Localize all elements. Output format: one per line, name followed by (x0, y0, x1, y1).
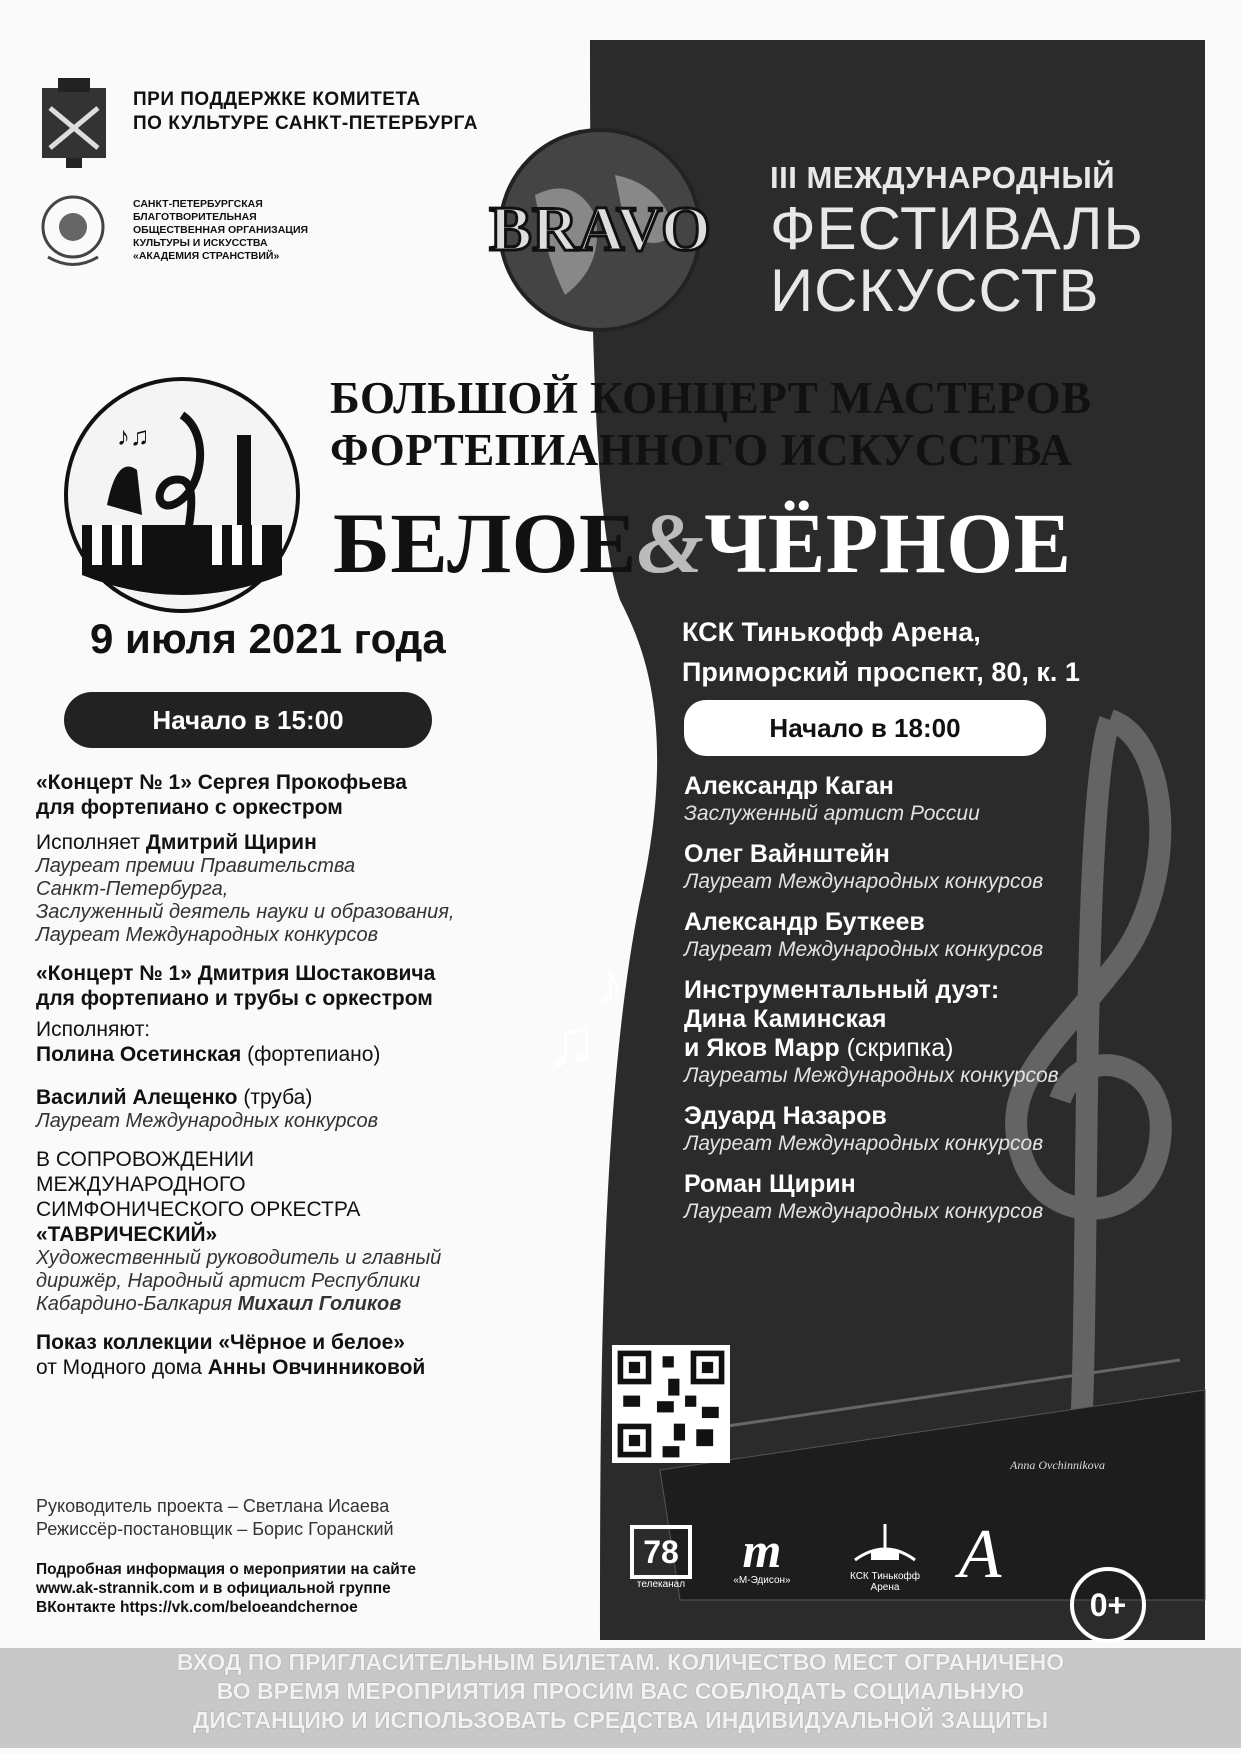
concert-line-1 (330, 372, 1092, 424)
performer-title: Лауреат Международных конкурсов (684, 1132, 1044, 1155)
performer-name: Эдуард Назаров (684, 1102, 887, 1130)
org-line: ОБЩЕСТВЕННАЯ ОРГАНИЗАЦИЯ (133, 224, 309, 236)
performer-item (684, 840, 1164, 894)
arena-icon (835, 1520, 935, 1566)
performer-item (684, 772, 1164, 826)
performer-name (684, 1034, 1164, 1063)
venue-line-2: Приморский проспект, 80, к. 1 (682, 657, 1080, 687)
sponsor-line-1: ПРИ ПОДДЕРЖКЕ КОМИТЕТА (133, 89, 421, 110)
main-title (333, 495, 1072, 591)
info-line[interactable]: ВКонтакте https://vk.com/beloeandchernoe (36, 1599, 358, 1616)
column-icon (237, 435, 251, 525)
performer-name: Дмитрий Щирин (145, 831, 317, 854)
performer-item (684, 1102, 1164, 1156)
performer-role: (фортепиано) (247, 1043, 381, 1066)
conductor-note (36, 1293, 556, 1316)
conductor-note-text: Кабардино-Балкария (36, 1293, 233, 1315)
bravo-globe-logo (445, 105, 755, 355)
partner-ksk-logo (835, 1520, 935, 1600)
concert-line-2 (330, 424, 1092, 476)
title-white: ЧЁРНОЕ (704, 495, 1072, 591)
sponsor-text (133, 88, 478, 136)
performer-trumpet (36, 1085, 556, 1110)
city-emblem-icon (36, 78, 112, 170)
performer-piano (36, 1042, 556, 1067)
svg-text:♫: ♫ (545, 1002, 598, 1080)
conductor-name: Михаил Голиков (237, 1293, 402, 1315)
orchestra-name: «ТАВРИЧЕСКИЙ» (36, 1223, 218, 1246)
performer-name: Инструментальный дуэт: (684, 976, 1000, 1004)
performer-note: Лауреат премии Правительства (36, 855, 356, 877)
performer-role: (труба) (243, 1086, 313, 1109)
performer-title: Лауреат Международных конкурсов (684, 1200, 1044, 1223)
festival-line-2: ФЕСТИВАЛЬ (770, 195, 1144, 262)
performer-note: Лауреат Международных конкурсов (36, 924, 379, 946)
venue-line-1: КСК Тинькофф Арена, (682, 617, 981, 647)
concert-1-subtitle: для фортепиано с оркестром (36, 796, 343, 819)
info-line[interactable]: www.ak-strannik.com и в официальной группе (36, 1580, 391, 1597)
performer-note: Лауреат Международных конкурсов (36, 1110, 379, 1132)
performer-title: Лауреат Международных конкурсов (684, 870, 1044, 893)
conductor-note: Художественный руководитель и главный (36, 1247, 442, 1269)
performer-item (684, 976, 1164, 1088)
org-line: «АКАДЕМИЯ СТРАНСТВИЙ» (133, 250, 280, 262)
performer-item (684, 908, 1164, 962)
concert-line-1-text: БОЛЬШОЙ КОНЦЕРТ МАСТЕРОВ (330, 373, 1092, 423)
festival-line-1: III МЕЖДУНАРОДНЫЙ (770, 160, 1116, 195)
more-info (36, 1560, 416, 1617)
fashion-show (36, 1330, 556, 1380)
program-concert-2 (36, 961, 556, 1133)
org-name (133, 198, 313, 263)
title-ampersand: & (636, 495, 705, 591)
partner-m-edison-logo (722, 1522, 802, 1600)
sponsor-line-2: ПО КУЛЬТУРЕ САНКТ-ПЕТЕРБУРГА (133, 113, 478, 134)
event-date: 9 июля 2021 года (90, 615, 446, 662)
concert-2-title: «Концерт № 1» Дмитрия Шостаковича (36, 962, 436, 985)
notice-text (0, 1648, 1241, 1735)
m-edison-icon: m (742, 1522, 782, 1578)
performer-name: Роман Щирин (684, 1170, 856, 1198)
orchestra-block (36, 1147, 556, 1316)
bravo-wordmark: BRAVO (489, 193, 711, 264)
show-house-name: Анны Овчинниковой (207, 1356, 426, 1379)
title-black: БЕЛОЕ (333, 495, 637, 591)
show-from (36, 1355, 556, 1380)
start-time-right: Начало в 18:00 (684, 700, 1046, 756)
venue (682, 612, 1080, 692)
performer-name: Александр Каган (684, 772, 894, 800)
performer-title: Заслуженный артист России (684, 802, 980, 825)
performer-name: Олег Вайнштейн (684, 840, 890, 868)
concert-1-title: «Концерт № 1» Сергея Прокофьева (36, 771, 407, 794)
age-rating-badge: 0+ (1070, 1567, 1146, 1643)
org-line: БЛАГОТВОРИТЕЛЬНАЯ (133, 211, 257, 223)
notice-line: ВХОД ПО ПРИГЛАСИТЕЛЬНЫМ БИЛЕТАМ. КОЛИЧЕСТВО МЕСТ ОГРАНИЧЕНО (176, 1649, 1065, 1675)
show-from-text: от Модного дома (36, 1356, 202, 1379)
fashion-house-monogram-icon: A (958, 1516, 1002, 1593)
performer-name-part: и Яков Марр (684, 1034, 840, 1062)
performer-instrument: (скрипка) (846, 1034, 954, 1062)
svg-text:♪♫: ♪♫ (117, 421, 150, 451)
performer-title: Лауреат Международных конкурсов (684, 938, 1044, 961)
partner-78-logo (630, 1525, 692, 1600)
program-list (36, 770, 556, 1394)
festival-line-3: ИСКУССТВ (770, 257, 1100, 324)
concert-line-2-text: ФОРТЕПИАННОГО ИСКУССТВА (330, 425, 1072, 475)
credit-line: Руководитель проекта – Светлана Исаева (36, 1496, 390, 1516)
partner-78-label: телеканал (636, 1579, 686, 1590)
performer-name: Дина Каминская (684, 1005, 887, 1033)
partner-ksk-label: КСК Тинькофф (849, 1571, 921, 1582)
show-title: Показ коллекции «Чёрное и белое» (36, 1331, 405, 1354)
orchestra-line: МЕЖДУНАРОДНОГО (36, 1173, 246, 1196)
notice-line: ВО ВРЕМЯ МЕРОПРИЯТИЯ ПРОСИМ ВАС СОБЛЮДАТЬ СОЦИАЛЬНУЮ (216, 1678, 1025, 1704)
festival-title (770, 160, 1144, 324)
org-line: КУЛЬТУРЫ И ИСКУССТВА (133, 237, 268, 249)
concert-1-performer (36, 830, 556, 855)
partner-ksk-label-2: Арена (870, 1582, 900, 1593)
performer-name: Александр Буткеев (684, 908, 925, 936)
music-notes-icon (545, 945, 665, 1095)
notice-line: ДИСТАНЦИЮ И ИСПОЛЬЗОВАТЬ СРЕДСТВА ИНДИВИДУАЛЬНОЙ ЗАЩИТЫ (192, 1707, 1049, 1733)
signature: Anna Ovchinnikova (1010, 1458, 1105, 1472)
partner-m-edison-label: «М-Эдисон» (733, 1575, 791, 1586)
performer-note: Заслуженный деятель науки и образования, (36, 901, 455, 923)
orchestra-line: СИМФОНИЧЕСКОГО ОРКЕСТРА (36, 1198, 361, 1221)
performer-title: Лауреаты Международных конкурсов (684, 1064, 1059, 1087)
performers-label: Исполняют: (36, 1018, 151, 1041)
performers-list (684, 772, 1164, 1238)
academy-logo-icon (28, 192, 118, 272)
partner-78-number: 78 (630, 1525, 692, 1579)
credits (36, 1495, 394, 1541)
performer-name: Полина Осетинская (36, 1043, 242, 1066)
svg-text:♪: ♪ (595, 951, 625, 1018)
info-line: Подробная информация о мероприятии на сайте (36, 1561, 416, 1578)
concert-2-subtitle: для фортепиано и трубы с оркестром (36, 987, 433, 1010)
concert-title (330, 372, 1092, 476)
performer-name: Василий Алещенко (36, 1086, 238, 1109)
conductor-note: дирижёр, Народный артист Республики (36, 1270, 421, 1292)
concert-round-logo (62, 375, 302, 615)
performer-label: Исполняет (36, 831, 141, 854)
qr-code[interactable] (612, 1345, 730, 1463)
performer-item (684, 1170, 1164, 1224)
start-time-left: Начало в 15:00 (64, 692, 432, 748)
performer-note: Санкт-Петербурга, (36, 878, 229, 900)
program-concert-1 (36, 770, 556, 947)
credit-line: Режиссёр-постановщик – Борис Горанский (36, 1519, 394, 1539)
org-line: САНКТ-ПЕТЕРБУРГСКАЯ (133, 198, 263, 210)
orchestra-line: В СОПРОВОЖДЕНИИ (36, 1148, 255, 1171)
